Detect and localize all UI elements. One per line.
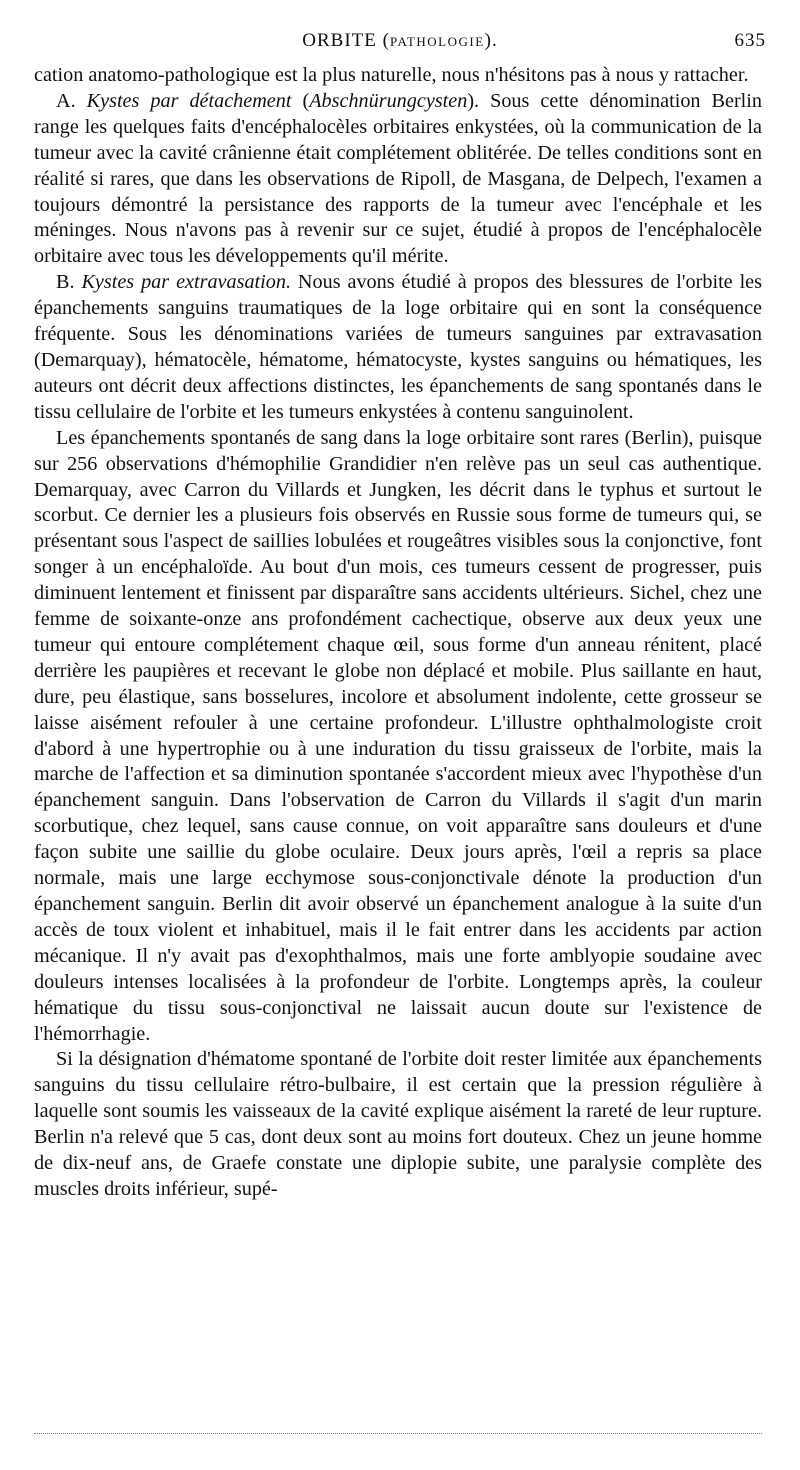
paragraph-hematoma: Si la désignation d'hématome spontané de l'orbite doit rester limitée aux épanchements sanguins du tissu cellulaire rétro-bulbaire, il est certain que la pression régulière à laquelle sont soumis les vaisseaux de la cavité explique aisément la rareté de leur rupture. Berlin n'a relevé que 5 cas, dont deux sont au moins fort douteux. Chez un jeune homme de dix-neuf ans, de Graefe constate une diplopie subite, une paralysie complète des muscles droits inférieur, supé-	[34, 1048, 762, 1200]
running-head-title-end: ).	[484, 30, 498, 51]
body-text	[34, 63, 762, 1203]
paragraph-spontaneous-effusions: Les épanchements spontanés de sang dans la loge orbitaire sont rares (Berlin), puisque sur 256 observations d'hémophilie Grandidier n'en relève pas un seul cas authentique. Demarquay, avec Carron du Villards et Jungken, les décrit dans le typhus et surtout le scorbut. Ce dernier les a plusieurs fois observés en Russie sous forme de tumeurs qui, se présentant sous l'aspect de saillies lobulées et rougeâtres visibles sous la conjonctive, font songer à un encéphaloïde. Au bout d'un mois, ces tumeurs cessent de progresser, puis diminuent lentement et finissent par disparaître sans accidents ultérieurs. Sichel, chez une femme de soixante-onze ans profondément cachectique, observe aux deux yeux une tumeur qui entoure complétement chaque œil, sous forme d'un anneau rénitent, placé derrière les paupières et recevant le globe non déplacé et mobile. Plus saillante en haut, dure, peu élastique, sans bosselures, incolore et absolument indolente, cette grosseur se laisse aisément refouler à une certaine profondeur. L'illustre ophthalmologiste croit d'abord à une hypertrophie ou à une induration du tissu graisseux de l'orbite, mais la marche de l'affection et sa diminution spontanée s'accordent mieux avec l'hypothèse d'un épanchement sanguin. Dans l'observation de Carron du Villards il s'agit d'un marin scorbutique, chez lequel, sans cause connue, on voit apparaître sans douleurs et d'une façon subite une saillie du globe oculaire. Deux jours après, l'œil a repris sa place normale, mais une large ecchymose sous-conjonctivale dénote la production d'un épanchement sanguin. Berlin dit avoir observé un épanchement analogue à la suite d'un accès de toux violent et inhabituel, mais il le fait entrer dans les accidents par action mécanique. Il n'y avait pas d'exophthalmos, mais une forte amblyopie soudaine avec douleurs intenses localisées à la profondeur de l'orbite. Longtemps après, la couleur hématique du tissu sous-conjonctival ne laissait aucun doute sur l'existence de l'hémorrhagie.	[34, 426, 762, 1045]
section-b-text: Nous avons étudié à propos des blessures de l'orbite les épanchements sanguins traumatiques de la loge orbitaire qui en sont la conséquence fréquente. Sous les dénominations variées de tumeurs sanguines par extravasation (Demarquay), hématocèle, hématome, hématocyste, kystes sanguins ou hématiques, les auteurs ont décrit deux affections distinctes, les épanchements de sang spontanés dans le tissu cellulaire de l'orbite et les tumeurs enkystées à contenu sanguinolent.	[34, 271, 762, 423]
running-head-title	[34, 30, 766, 52]
section-a-german-term: Abschnürungcysten	[309, 89, 468, 112]
running-head-section: PATHOLOGIE	[389, 34, 485, 49]
section-b-heading: Kystes par extravasation.	[81, 271, 291, 294]
paragraph-section-a	[34, 89, 762, 270]
section-a-german-close: ).	[467, 89, 480, 112]
paragraph-continuation: cation anatomo-pathologique est la plus naturelle, nous n'hésitons pas à nous y rattacher.	[34, 64, 749, 86]
paragraph-section-b	[34, 270, 762, 425]
section-a-marker: A.	[56, 89, 76, 112]
section-a-german-open: (	[302, 89, 310, 112]
section-b-marker: B.	[56, 271, 75, 294]
running-head	[34, 30, 766, 56]
section-a-text: Sous cette dénomination Berlin range les quelques faits d'encéphalocèles orbitaires enkystées, où la communication de la tumeur avec la cavité crânienne était complétement oblitérée. De telles conditions sont en réalité si rares, que dans les observations de Ripoll, de Masgana, de Delpech, l'examen a toujours démontré la persistance des rapports de la tumeur avec l'encéphale et les méninges. Nous n'avons pas à revenir sur ce sujet, étudié à propos de l'encéphalocèle orbitaire avec tous les développements qu'il mérite.	[34, 89, 762, 268]
section-a-heading: Kystes par détachement	[86, 89, 292, 112]
page-number: 635	[734, 30, 766, 51]
footer-rule	[34, 1433, 762, 1434]
running-head-title-main: ORBITE (	[302, 30, 390, 51]
